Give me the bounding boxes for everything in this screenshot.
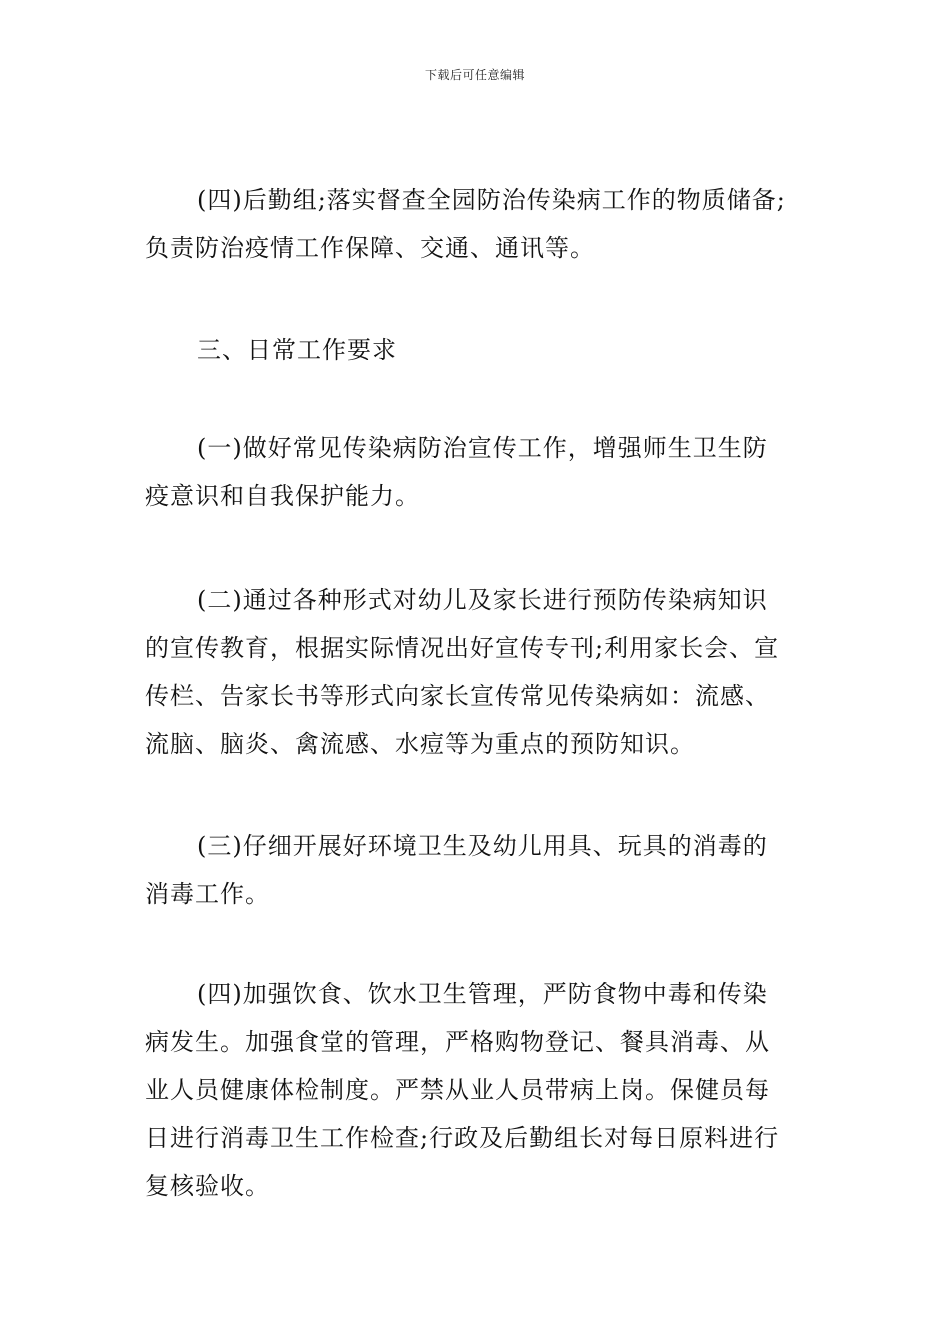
- page-header-note: 下载后可任意编辑: [424, 68, 525, 82]
- paragraph-line: 日进行消毒卫生工作检查;行政及后勤组长对每日原料进行: [145, 1124, 780, 1152]
- paragraph-line: (三)仔细开展好环境卫生及幼儿用具、玩具的消毒的: [197, 832, 768, 860]
- paragraph-item-4: [145, 970, 810, 1210]
- paragraph-line: 负责防治疫情工作保障、交通、通讯等。: [145, 234, 595, 262]
- paragraph-line: 疫意识和自我保护能力。: [145, 482, 420, 510]
- paragraph-line: 复核验收。: [145, 1172, 270, 1200]
- paragraph-line: 传栏、告家长书等形式向家长宣传常见传染病如：流感、: [145, 682, 770, 710]
- paragraph-logistics-group: [145, 176, 810, 272]
- paragraph-line: 流脑、脑炎、禽流感、水痘等为重点的预防知识。: [145, 730, 695, 758]
- paragraph-item-3: [145, 822, 810, 918]
- paragraph-line: (四)后勤组;落实督查全园防治传染病工作的物质储备;: [197, 186, 786, 214]
- heading-line: 三、日常工作要求: [197, 336, 397, 364]
- paragraph-line: 业人员健康体检制度。严禁从业人员带病上岗。保健员每: [145, 1076, 770, 1104]
- paragraph-line: 病发生。加强食堂的管理，严格购物登记、餐具消毒、从: [145, 1028, 770, 1056]
- paragraph-item-2: [145, 576, 810, 768]
- paragraph-line: 消毒工作。: [145, 880, 270, 908]
- section-heading-daily-requirements: [145, 326, 810, 374]
- paragraph-item-1: [145, 424, 810, 520]
- paragraph-line: 的宣传教育，根据实际情况出好宣传专刊;利用家长会、宣: [145, 634, 780, 662]
- paragraph-line: (一)做好常见传染病防治宣传工作，增强师生卫生防: [197, 434, 768, 462]
- paragraph-line: (二)通过各种形式对幼儿及家长进行预防传染病知识: [197, 586, 768, 614]
- paragraph-line: (四)加强饮食、饮水卫生管理，严防食物中毒和传染: [197, 980, 768, 1008]
